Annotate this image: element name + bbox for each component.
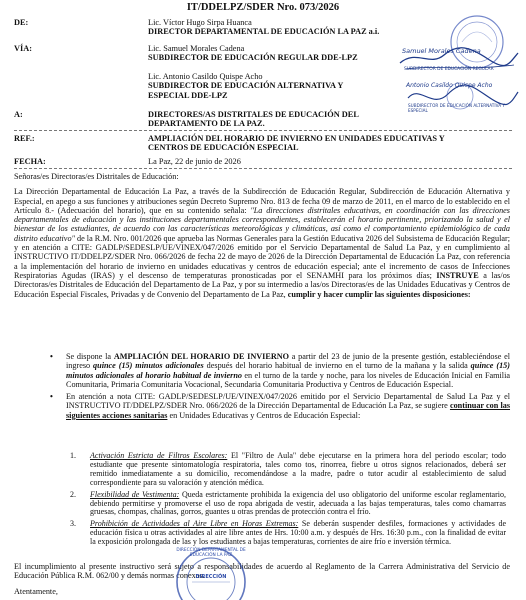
ref-label: REF.: bbox=[14, 134, 35, 143]
sanitary-actions-list bbox=[64, 452, 506, 550]
seal-center-text: DIRECCIÓN bbox=[195, 574, 227, 580]
signature-block-regular bbox=[396, 43, 522, 80]
signature-name: Antonio Casildo Quispe Acho bbox=[406, 82, 493, 89]
action-item-filtros: 1. Activación Estricta de Filtros Escolares: El "Filtro de Aula" debe ejecutarse en la primera hora del periodo escolar; todo estudiante que presente sintomatología respiratoria, tales como tos, rinorrea, fiebre u otros signos relacionados, deberá ser remitido inmediatamente a su domicilio, recomendándose a la madre, padre o tutor acudir al establecimiento de salud correspondiente para su valoración y atención médica. bbox=[70, 451, 506, 487]
bullet-item-ampliacion: • Se dispone la AMPLIACIÓN DEL HORARIO DE INVIERNO a partir del 23 de junio de la presente gestión, estableciéndose el ingreso quince (15) minutos adicionales después del horario habitual de invierno en el turno de la mañana y la salida quince (15) minutos adicionales al horario habitual de invierno en el turno de la tarde y noche, para los niveles de Educación Inicial en Familia Comunitaria, Primaria Comunitaria Vocacional, Secundaria Comunitaria Productiva y Centros de Educación Especial. bbox=[50, 352, 510, 389]
header-divider-2 bbox=[14, 168, 512, 169]
signature-caption: SUBDIRECTOR DE EDUCACIÓN ALTERNATIVA Y ESPECIAL bbox=[408, 103, 505, 113]
article-quote: "La direcciones distritales educativas, en coordinación con las direcciones departamentales de educación y las instituciones departamentales correspondientes, establecerán el horario pertinente, priorizando la salud y el bienestar de los estudiantes, de acuerdo con las características meteorológicas y climáticas, así como el comportamiento epidemiológico de cada distrito educativo" bbox=[14, 205, 510, 243]
ref-text: AMPLIACIÓN DEL HORARIO DE INVIERNO EN UNIDADES EDUCATIVAS Y CENTROS DE EDUCACIÓN ESPECIAL bbox=[148, 134, 445, 153]
de-name: Lic. Víctor Hugo Sirpa Huanca bbox=[148, 18, 252, 27]
fecha-label: FECHA: bbox=[14, 157, 46, 166]
via-label: VÍA: bbox=[14, 44, 32, 53]
signature-caption: SUBDIRECTOR DE EDUCACIÓN REGULAR bbox=[404, 67, 494, 72]
instruye-text: INSTRUYE bbox=[436, 270, 479, 280]
bullet-icon: • bbox=[50, 352, 53, 361]
round-stamp-bottom bbox=[168, 540, 254, 600]
salutation: Señoras/es Directoras/es Distritales de Educación: bbox=[14, 172, 179, 181]
body-intro bbox=[14, 172, 510, 302]
via2-title: SUBDIRECTOR DE EDUCACIÓN ALTERNATIVA Y ESPECIAL DDE-LPZ bbox=[148, 81, 344, 100]
header-divider bbox=[14, 130, 512, 131]
bullet-icon: • bbox=[50, 392, 53, 402]
action-item-vestimenta: 2. Flexibilidad de Vestimenta: Queda estrictamente prohibida la exigencia del uso obligatorio del uniforme escolar reglamentario, debiendo permitirse y promoverse el uso de ropa abrigada de vestir, adecuada a las bajas temperaturas, tales como chamarras gruesas, chompas, chalinas, gorros, guantes u otras prendas de protección contra el frío. bbox=[70, 489, 506, 517]
bullet-item-sanitarias: • En atención a nota CITE: GADLP/SEDESLP/UE/VINEX/047/2026 emitido por el Servicio Departamental de Salud La Paz y el INSTRUCTIVO IT/DDELPZ/SDER Nro. 066/2026 de la Dirección Departamental de Educación La Paz, se sugiere continuar con las siguientes acciones sanitarias en Unidades Educativas y Centros de Educación Especial: bbox=[50, 392, 511, 420]
header-a bbox=[14, 110, 454, 130]
header-via bbox=[14, 44, 454, 104]
via1-title: SUBDIRECTOR DE EDUCACIÓN REGULAR DDE-LPZ bbox=[148, 53, 358, 63]
paragraph-1: La Dirección Departamental de Educación La Paz, a través de la Subdirección de Educación Regular, Subdirección de Educación Alternativa y Especial, en apego a sus funciones y atribuciones según Decreto Supremo Nro. 813 de fecha 09 de marzo de 2011, en el marco de lo establecido en el Artículo 8.- (Adecuación del horario), que en su contenido señala: "La direcciones distritales educativas, en coordinación con las direcciones departamentales de educación y las instituciones departamentales correspondientes, establecerán el horario pertinente, priorizando la salud y el bienestar de los estudiantes, de acuerdo con las características meteorológicas y climáticas, así como el comportamiento epidemiológico de cada distrito educativo" de la R.M. Nro. 001/2026 que aprueba las Normas Generales para la Gestión Educativa 2026 del Subsistema de Educación Regular; y en atención a CITE: GADLP/SEDESLP/UE/VINEX/047/2026 emitido por el Servicio Departamental de Salud La Paz, y en cumplimiento al INSTRUCTIVO IT/DDELPZ/SDER Nro. 066/2026 de fecha 22 de mayo de 2026 de la Dirección Departamental de Educación La Paz, con referencia a la implementación del horario de invierno en unidades educativas y centros de educación especial; ante el incremento de casos de Infecciones Respiratorias Agudas (IRAS) y el descenso de temperaturas pronosticadas por el SENAMHI para los próximos días; INSTRUYE a las/os Directoras/es Distritales de Educación del Departamento de La Paz, y por su intermedio a las/os Directoras/es de las Unidades Educativas y Centros de Educación Especial Fiscales, Privadas y de Convenio del Departamento de La Paz, cumplir y hacer cumplir las siguientes disposiciones: bbox=[14, 187, 510, 299]
via1-name: Lic. Samuel Morales Cadena bbox=[148, 44, 245, 53]
fecha-text: La Paz, 22 de junio de 2026 bbox=[148, 157, 241, 166]
seal-ring-text: DIRECCIÓN DEPARTAMENTAL DE EDUCACIÓN LA PAZ bbox=[176, 548, 246, 558]
cumplir-text: cumplir y hacer cumplir las siguientes disposiciones: bbox=[287, 289, 471, 299]
de-label: DE: bbox=[14, 18, 29, 27]
de-title: DIRECTOR DEPARTAMENTAL DE EDUCACIÓN LA PAZ a.i. bbox=[148, 27, 380, 37]
document-number: IT/DDELPZ/SDER Nro. 073/2026 bbox=[186, 2, 340, 13]
signature-block-alternativa bbox=[402, 80, 522, 119]
signature-name: Samuel Morales Cadena bbox=[402, 47, 481, 55]
header-de bbox=[14, 18, 454, 38]
header-ref bbox=[14, 134, 454, 154]
closing-block bbox=[14, 562, 510, 599]
action-item-aire-libre: 3. Prohibición de Actividades al Aire Libre en Horas Extremas: Se deberán suspender desfiles, formaciones y actividades de educación física u otras actividades al aire libre antes de Hrs. 10:00 a.m. y después de Hrs. 16:30 p.m., con la finalidad de evitar la exposición prolongada de las y los estudiantes a bajas temperaturas, corrientes de aire frío e inversión térmica. bbox=[70, 519, 506, 547]
header-fecha bbox=[14, 157, 454, 167]
via2-name: Lic. Antonio Casildo Quispe Acho bbox=[148, 71, 263, 81]
closing-paragraph: El incumplimiento al presente instructivo será sujeto a responsabilidades de acuerdo al Reglamento de la Carrera Administrativa del Servicio de Educación Pública R.M. 062/00 y demás normas conexas. bbox=[14, 562, 510, 581]
bullet-list bbox=[14, 352, 510, 423]
a-label: A: bbox=[14, 110, 23, 119]
sign-off: Atentamente, bbox=[14, 586, 58, 596]
a-text: DIRECTORES/AS DISTRITALES DE EDUCACIÓN DEL DEPARTAMENTO DE LA PAZ. bbox=[148, 110, 359, 129]
